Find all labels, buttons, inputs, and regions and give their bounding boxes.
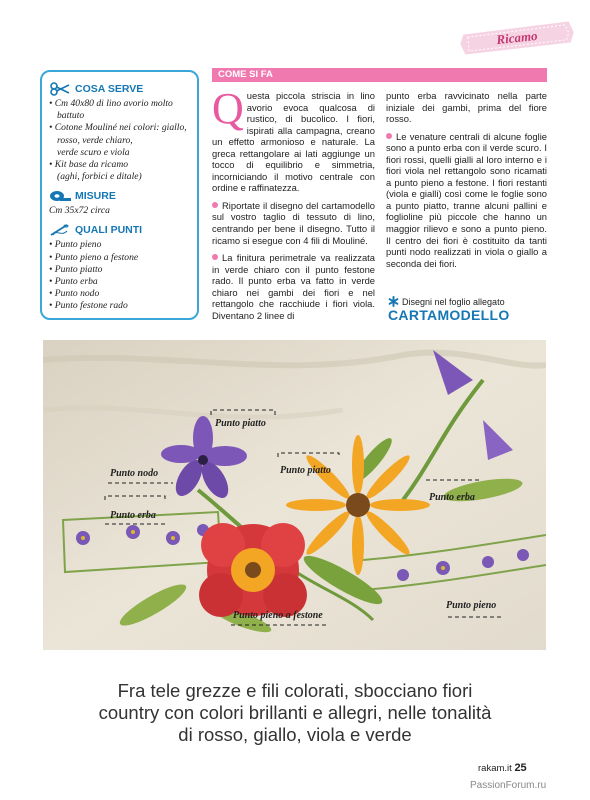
bullet-dot-icon	[212, 254, 218, 260]
asterisk-flower-icon	[388, 296, 399, 307]
label-punto-erba-1: Punto erba	[110, 510, 156, 521]
materials-list	[49, 98, 191, 183]
step-2-continued: punto erba ravvicinato nella parte iniziale dei gambi, prima del fiore rosso.	[386, 90, 547, 125]
stitch-item: • Punto piatto	[49, 263, 103, 275]
materials-box	[40, 70, 199, 320]
bullet-dot-icon	[386, 133, 392, 139]
step-3-paragraph: Le venature centrali di alcune foglie sono a punto erba con il verde scuro. I fiori rossi, quelli gialli al loro interno e i fiori viola nel rettangolo sono ricamati a punto pieno a festone. I fiori restanti (viola e gialli) così come le foglie sono a punto piatto, tranne alcuni pallini e foglioline più piccole che hanno un maggior rilievo e sono a punto pieno. Il centro dei fiori è costituito da tanti punti nodo realizzati in viola o giallo a seconda dei fiori.	[386, 130, 547, 269]
tape-measure-icon	[49, 189, 71, 203]
page-folio	[478, 762, 527, 774]
label-punto-pieno: Punto pieno	[446, 600, 497, 611]
needle-thread-icon	[49, 223, 71, 237]
pattern-note	[388, 296, 510, 323]
label-punto-piatto-1: Punto piatto	[215, 418, 266, 429]
stitch-item: • Punto pieno	[49, 239, 102, 251]
materials-heading: COSA SERVE	[49, 82, 191, 96]
stitch-item: • Punto festone rado	[49, 300, 128, 312]
watermark: PassionForum.ru	[470, 780, 547, 791]
section-tag-label: Ricamo	[495, 27, 539, 48]
material-linen: • Cm 40x80 di lino avorio molto battuto	[49, 98, 173, 122]
site-name: rakam.it	[478, 763, 512, 774]
pattern-note-title: CARTAMODELLO	[388, 307, 510, 323]
page-number: 25	[514, 762, 527, 774]
how-to-header: COME SI FA	[212, 68, 547, 82]
step-2-paragraph: La finitura perimetrale va realizzata in verde chiaro con il punto festone rado. Il punto erba va fatto in verde chiaro nei gambi dei fiori e nel rettangolo che racchiude i fiori viola. Diventano 2 linee di	[212, 252, 375, 321]
section-tag	[457, 20, 577, 56]
label-punto-erba-2: Punto erba	[429, 492, 475, 503]
photo-caption: Fra tele grezze e fili colorati, sbocciano fiori country con colori brillanti e allegri, nelle tonalità di rosso, giallo, viola e verde	[98, 680, 492, 745]
label-punto-nodo: Punto nodo	[110, 468, 159, 479]
text-column-2	[386, 90, 547, 275]
drop-cap: Q	[212, 84, 244, 133]
stitch-item: • Punto pieno a festone	[49, 251, 139, 263]
pattern-note-line1: Disegni nel foglio allegato	[402, 296, 505, 307]
bullet-dot-icon	[212, 202, 218, 208]
label-punto-pieno-festone: Punto pieno a festone	[233, 610, 323, 621]
material-thread: • Cotone Mouliné nei colori: giallo, rosso, verde chiaro, verde scuro e viola	[49, 122, 187, 158]
stitch-item: • Punto erba	[49, 276, 98, 288]
size-value: Cm 35x72 circa	[49, 205, 110, 217]
stitches-list	[49, 239, 191, 312]
text-column-1	[212, 84, 375, 327]
scissors-icon	[49, 82, 71, 96]
intro-paragraph: Questa piccola striscia in lino avorio evoca qualcosa di rustico, di bucolico. I fiori, ispirati alla campagna, creano un effetto armonioso e naturale. La greca rettangolare ai lati aggiunge un tocco di equilibrio e simmetria, incorniciando il motivo centrale con ordine e raffinatezza.	[212, 84, 375, 194]
size-heading: MISURE	[49, 189, 191, 203]
step-1-paragraph: Riportate il disegno del cartamodello sul vostro taglio di tessuto di lino, centrando per bene il disegno. Tutto il ricamo si esegue con 4 fili di Mouliné.	[212, 199, 375, 246]
stitch-item: • Punto nodo	[49, 288, 100, 300]
label-punto-piatto-2: Punto piatto	[280, 465, 331, 476]
embroidery-photo	[43, 340, 546, 650]
material-kit: • Kit base da ricamo (aghi, forbici e ditale)	[49, 159, 142, 183]
stitches-heading: QUALI PUNTI	[49, 223, 191, 237]
